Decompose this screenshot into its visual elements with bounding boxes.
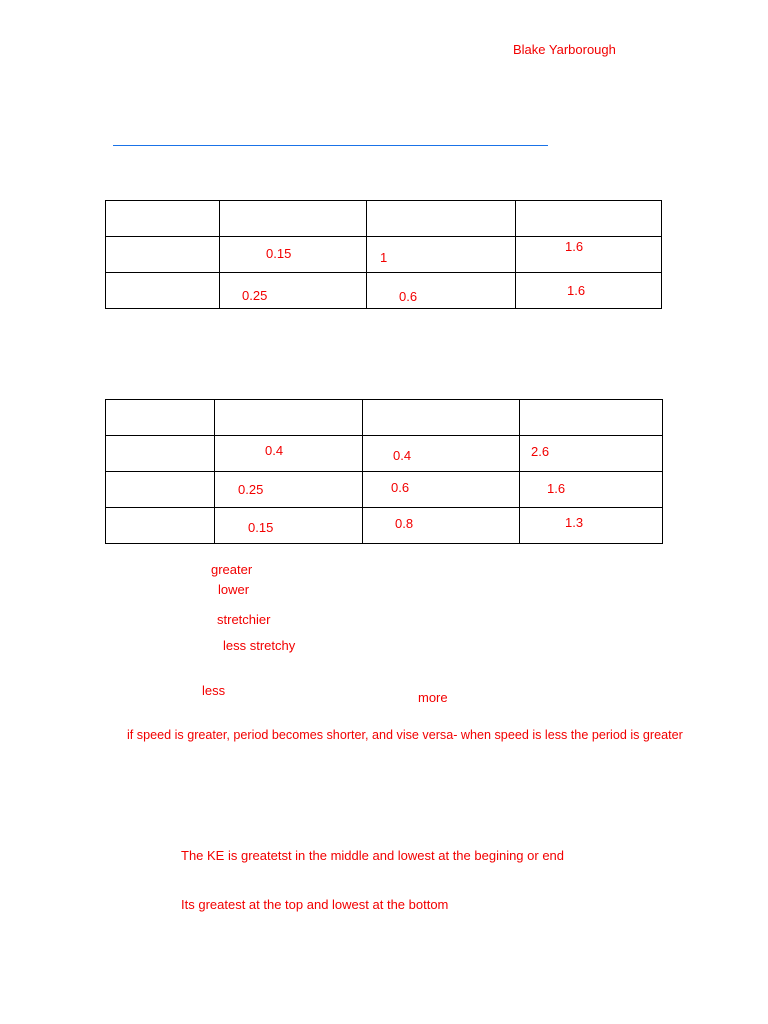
table1-cell-r2c3: 1.6 [567,283,586,298]
table2-cell-r2c1: 0.25 [238,482,264,497]
table2-cell-r3c1: 0.15 [248,520,274,535]
table2-cell-r3c2: 0.8 [395,516,414,531]
table-row [106,472,663,508]
table1-cell-r1c1: 0.15 [266,246,292,261]
table2-cell-r2c2: 0.6 [391,480,410,495]
answer-less: less [202,683,226,698]
answer-more: more [418,690,448,705]
answer-greater: greater [211,562,253,577]
table2-cell-r2c3: 1.6 [547,481,566,496]
answer-lower: lower [218,582,250,597]
answer-potential-energy: Its greatest at the top and lowest at the bottom [181,897,449,912]
table-row [106,436,663,472]
blank-line [113,145,548,146]
author-name: Blake Yarborough [513,42,616,57]
table1-cell-r1c3: 1.6 [565,239,584,254]
table-row [106,201,662,237]
table-row [106,400,663,436]
answer-kinetic-energy: The KE is greatetst in the middle and lowest at the begining or end [181,848,565,863]
answer-less-stretchy: less stretchy [223,638,296,653]
table1-cell-r2c2: 0.6 [399,289,418,304]
table2-cell-r1c2: 0.4 [393,448,412,463]
table1-cell-r1c2: 1 [380,250,388,265]
table2-cell-r1c1: 0.4 [265,443,284,458]
table2-cell-r3c3: 1.3 [565,515,584,530]
answer-speed-period: if speed is greater, period becomes shorter, and vise versa- when speed is less the period is greater [127,728,683,742]
table2-cell-r1c3: 2.6 [531,444,550,459]
table1-cell-r2c1: 0.25 [242,288,268,303]
answer-stretchier: stretchier [217,612,271,627]
